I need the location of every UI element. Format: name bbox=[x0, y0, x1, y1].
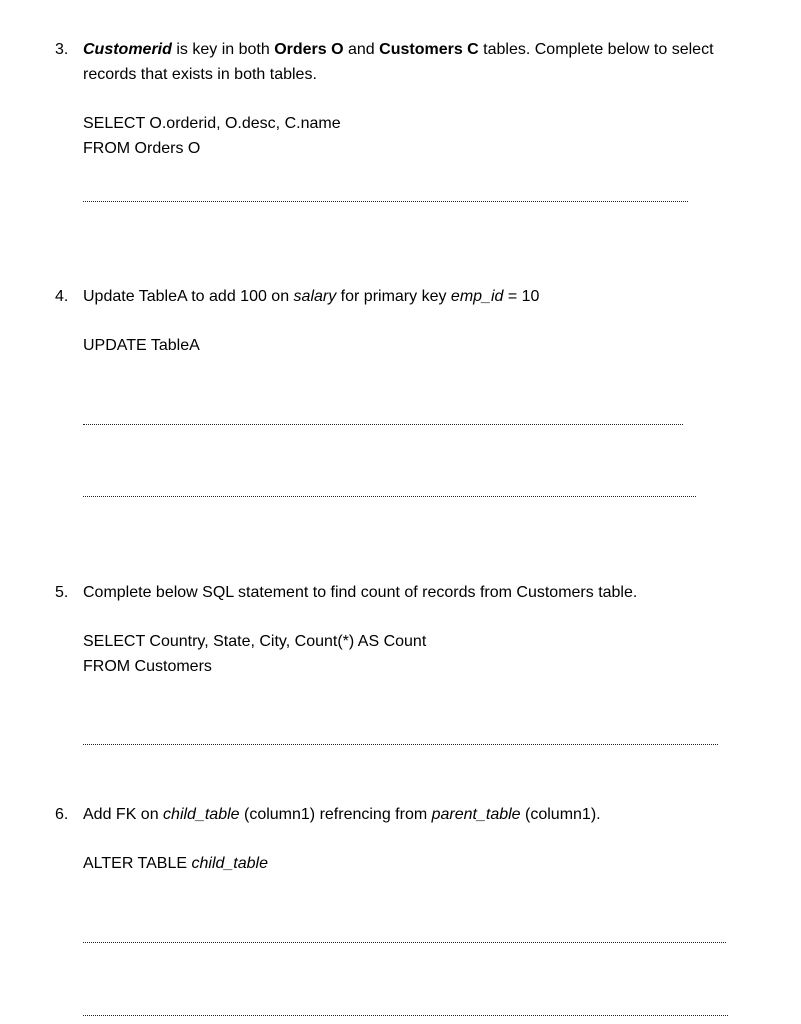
code-line: ALTER TABLE child_table bbox=[83, 855, 268, 872]
emphasis-customers: Customers C bbox=[379, 41, 479, 58]
answer-blank-line[interactable] bbox=[83, 201, 688, 202]
emphasis-child-table-code: child_table bbox=[191, 855, 268, 872]
code-line: FROM Orders O bbox=[83, 140, 201, 157]
question-text: Add FK on child_table (column1) refrencing from parent_table (column1). bbox=[83, 806, 601, 823]
question-text: Complete below SQL statement to find count of records from Customers table. bbox=[83, 584, 638, 601]
emphasis-salary: salary bbox=[293, 288, 337, 305]
answer-blank-line[interactable] bbox=[83, 1015, 728, 1016]
code-line: UPDATE TableA bbox=[83, 337, 200, 354]
question-number: 5. bbox=[55, 584, 69, 601]
question-number: 6. bbox=[55, 806, 69, 823]
code-line: SELECT O.orderid, O.desc, C.name bbox=[83, 115, 341, 132]
question-text: Update TableA to add 100 on salary for primary key emp_id = 10 bbox=[83, 288, 540, 305]
emphasis-orders: Orders O bbox=[274, 41, 344, 58]
answer-blank-line[interactable] bbox=[83, 942, 726, 943]
emphasis-parent-table: parent_table bbox=[431, 806, 521, 823]
question-text-line-2: records that exists in both tables. bbox=[83, 66, 317, 83]
question-text: Customerid is key in both Orders O and Customers C tables. Complete below to select bbox=[83, 41, 714, 58]
question-number: 3. bbox=[55, 41, 69, 58]
emphasis-emp-id: emp_id bbox=[450, 288, 504, 305]
answer-blank-line[interactable] bbox=[83, 424, 683, 425]
emphasis-customerid: Customerid bbox=[83, 41, 172, 58]
answer-blank-line[interactable] bbox=[83, 744, 718, 745]
emphasis-child-table: child_table bbox=[163, 806, 240, 823]
answer-blank-line[interactable] bbox=[83, 496, 696, 497]
code-line: FROM Customers bbox=[83, 658, 212, 675]
question-number: 4. bbox=[55, 288, 69, 305]
code-line: SELECT Country, State, City, Count(*) AS Count bbox=[83, 633, 427, 650]
